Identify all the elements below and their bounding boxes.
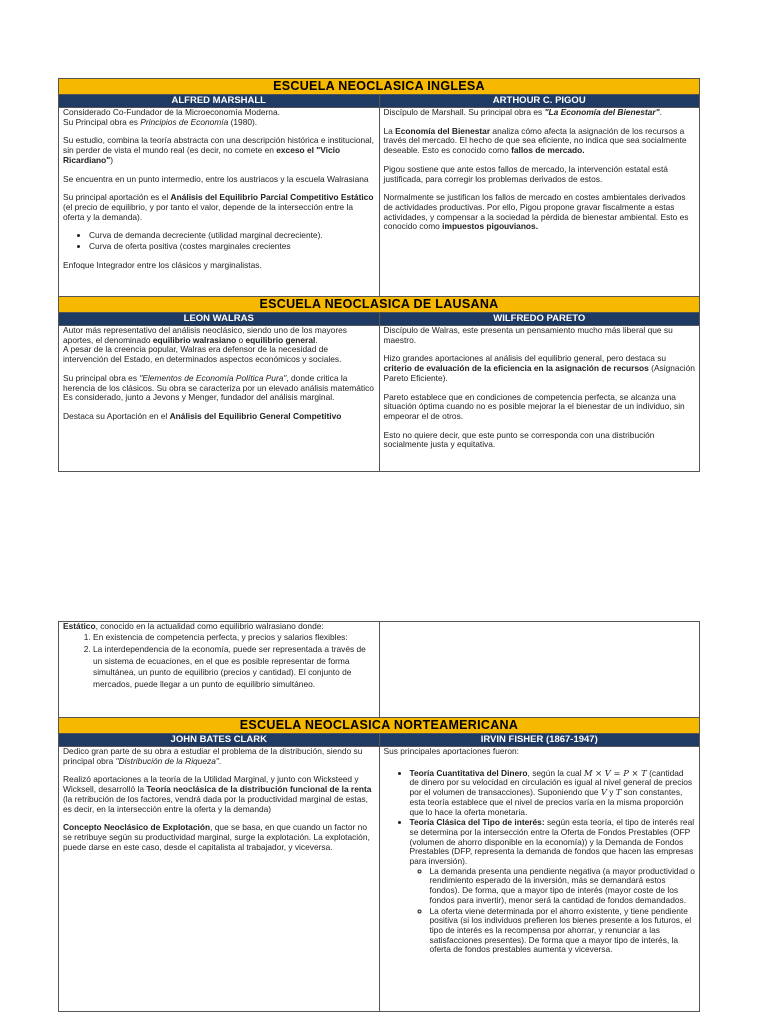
walras-paragraph-3: Su principal obra es "Elementos de Economía Política Pura", donde critica la herencia de los clásicos. Su obra se caracteriza por un elevado análisis matemático	[63, 372, 374, 393]
cell-walras	[59, 326, 379, 471]
content-row-lausana	[59, 326, 699, 471]
section-title-inglesa: ESCUELA NEOCLASICA INGLESA	[59, 79, 699, 95]
table-top	[58, 78, 700, 472]
clark-paragraph-1: Dedico gran parte de su obra a estudiar el problema de la distribución, siendo su principal obra "Distribución de la Riqueza".	[63, 746, 363, 766]
cell-pigou	[379, 108, 700, 296]
list-item: 2. La interdependencia de la economía, puede ser representada a través de un sistema de ecuaciones, en el que es posible representar de forma simultánea, un punto de equilibrio (precios y cantidad). El conjunto de mercados, puede llegar a un punto de equilibrio simultáneo.	[93, 644, 375, 690]
header-pigou: ARTHOUR C. PIGOU	[379, 95, 700, 107]
marshall-paragraph-4: Su principal aportación es el Análisis del Equilibrio Parcial Competitivo Estático (el precio de equilibrio, y por tanto el valor, depende de la intersección entre la oferta y la demanda).	[63, 192, 374, 222]
list-item: 1. En existencia de competencia perfecta, y precios y salarios flexibles:	[93, 632, 375, 644]
content-row-norteamericana	[59, 747, 699, 1011]
header-pareto: WILFREDO PARETO	[379, 313, 700, 325]
content-row-inglesa	[59, 108, 699, 296]
walras-paragraph-4: Es considerado, junto a Jevons y Menger, fundador del análisis marginal.	[63, 392, 335, 403]
cell-walras-continued	[59, 622, 379, 717]
clark-paragraph-3: Concepto Neoclásico de Explotación, que se basa, en que cuando un factor no se retribuye según su productividad marginal, surge la explotación. La explotación, puede darse en este caso, desde el capitalista al trabajador, y viceversa.	[63, 822, 370, 852]
pareto-paragraph-4: Esto no quiere decir, que este punto se corresponda con una distribución socialmente justa y equitativa.	[383, 429, 655, 450]
marshall-paragraph-3: Se encuentra en un punto intermedio, entre los austriacos y la escuela Walrasiana	[63, 173, 369, 184]
pareto-paragraph-2: Hizo grandes aportaciones al análisis del equilibrio general, pero destaca su criterio de evaluación de la eficiencia en la asignación de recursos (Asignación Pareto Eficiente).	[383, 353, 695, 383]
pigou-paragraph-1: Discípulo de Marshall. Su principal obra es "La Economía del Bienestar".	[383, 107, 662, 117]
walras-numbered-list	[63, 632, 375, 691]
cell-marshall	[59, 108, 379, 296]
pareto-paragraph-1: Discípulo de Walras, este presenta un pensamiento mucho más liberal que su maestro.	[383, 325, 673, 345]
marshall-list	[63, 231, 375, 251]
list-item: • Curva de demanda decreciente (utilidad marginal decreciente).	[89, 231, 375, 241]
pareto-paragraph-3: Pareto establece que en condiciones de competencia perfecta, se alcanza una situación óptima cuando no es posible mejorar la el bienestar de un individuo, sin empeorar el de otros.	[383, 391, 685, 421]
walras-paragraph-1: Autor más representativo del análisis neoclásico, siendo uno de los mayores aportes, el denominado equilibrio walrasiano o equilibrio general.	[63, 325, 347, 345]
list-item: • Curva de oferta positiva (costes marginales crecientes	[89, 242, 375, 252]
pigou-paragraph-3: Pigou sostiene que ante estos fallos de mercado, la intervención estatal está justificada, para corregir los problemas derivados de estos.	[383, 163, 668, 184]
table-bottom	[58, 621, 700, 1012]
list-item: • Teoría Clásica del Tipo de interés: según esta teoría, el tipo de interés real se determina por la intersección entre la Oferta de Fondos Prestables (OFP (volumen de ahorro disponible en la economía)) y la Demanda de Fondos Prestables (DFP, representa la demanda de fondos que hacen las empresas para inversión). ◦ La demanda presenta una pendiente negativa (a mayor productividad o rendimiento esperado de la inversión, más se demandará estos fondos). De forma, que a mayor tipo de interés (mayor coste de los fondos para invertir), menor será la cantidad de fondos demandados. ◦ La oferta viene determinada por el ahorro existente, y tiene pendiente positiva (si los individuos prefieren los bienes presente a los futuros, el tipo de interés es la recompensa por ahorrar, y renunciar a las satisfacciones presentes). De forma que a mayor tipo de interés, la oferta de fondos prestables aumenta y viceversa.	[410, 818, 696, 955]
walras-continued-paragraph: Estático, conocido en la actualidad como equilibrio walrasiano donde:	[63, 621, 324, 631]
pigou-paragraph-2: La Economía del Bienestar analiza cómo afecta la asignación de los recursos a través del mercado. El hecho de que sea eficiente, no indica que sea socialmente deseable. Esto es conocido como fallos de mercado.	[383, 125, 687, 156]
cell-pareto	[379, 326, 700, 471]
list-item: ◦ La demanda presenta una pendiente negativa (a mayor productividad o rendimiento esperado de la inversión, más se demandará estos fondos). De forma, que a mayor tipo de interés (mayor coste de los fondos para invertir), menor será la cantidad de fondos demandados.	[430, 867, 696, 906]
walras-paragraph-2: A pesar de la creencia popular, Walras era defensor de la necesidad de intervención del Estado, en determinados aspectos económicos y sociales.	[63, 344, 342, 365]
section-title-lausana: ESCUELA NEOCLASICA DE LAUSANA	[59, 296, 699, 313]
section-title-norteamericana: ESCUELA NEOCLASICA NORTEAMERICANA	[59, 717, 699, 734]
fisher-list	[384, 769, 696, 955]
fisher-intro: Sus principales aportaciones fueron:	[383, 746, 519, 756]
continuation-row	[59, 622, 699, 717]
cell-clark	[59, 747, 379, 1011]
walras-paragraph-5: Destaca su Aportación en el Análisis del Equilibrio General Competitivo	[63, 410, 342, 421]
fisher-sublist	[410, 867, 696, 955]
header-clark: JOHN BATES CLARK	[170, 734, 267, 745]
list-item: ◦ La oferta viene determinada por el ahorro existente, y tiene pendiente positiva (si los individuos prefieren los bienes presente a los futuros, el tipo de interés es la recompensa por ahorrar, y renunciar a las satisfacciones presentes). De forma que a mayor tipo de interés, la oferta de fondos prestables aumenta y viceversa.	[430, 907, 696, 956]
header-marshall: ALFRED MARSHALL	[171, 95, 266, 106]
clark-paragraph-2: Realizó aportaciones a la teoría de la Utilidad Marginal, y junto con Wicksteed y Wicksell, desarrolló la Teoría neoclásica de la distribución funcional de la renta (la retribución de los factores, vendrá dada por la productividad marginal de estas, es decir, en la intersección entre la oferta y la demanda)	[63, 774, 372, 814]
list-item: • Teoría Cuantitativa del Dinero, según la cual M × V = P × T (cantidad de dinero por su velocidad en circulación es igual al nivel general de precios por el volumen de transacciones). Suponiendo que V y T son constantes, esta teoría establece que el nivel de precios varía en la misma proporción que lo hace la oferta monetaria.	[410, 769, 696, 818]
marshall-paragraph-5: Enfoque Integrador entre los clásicos y marginalistas.	[63, 259, 262, 270]
pigou-paragraph-4: Normalmente se justifican los fallos de mercado en costes ambientales derivados de actividades productivas. Por ello, Pigou propone gravar fiscalmente a estas actividades, y compensar a la sociedad la pérdida de bienestar ambiental. Esto es conocido como impuestos pigouvianos.	[383, 192, 689, 232]
header-walras: LEON WALRAS	[183, 313, 254, 324]
marshall-paragraph-1: Considerado Co-Fundador de la Microeconomía Moderna. Su Principal obra es Principios de Economía (1980).	[63, 107, 280, 127]
marshall-paragraph-2: Su estudio, combina la teoría abstracta con una descripción histórica e institucional, sin perder de vista el mundo real (es decir, no comete en exceso el "Vicio Ricardiano")	[63, 135, 374, 165]
header-fisher: IRVIN FISHER (1867-1947)	[379, 734, 700, 746]
cell-fisher	[379, 747, 700, 1011]
cell-empty	[379, 622, 700, 717]
